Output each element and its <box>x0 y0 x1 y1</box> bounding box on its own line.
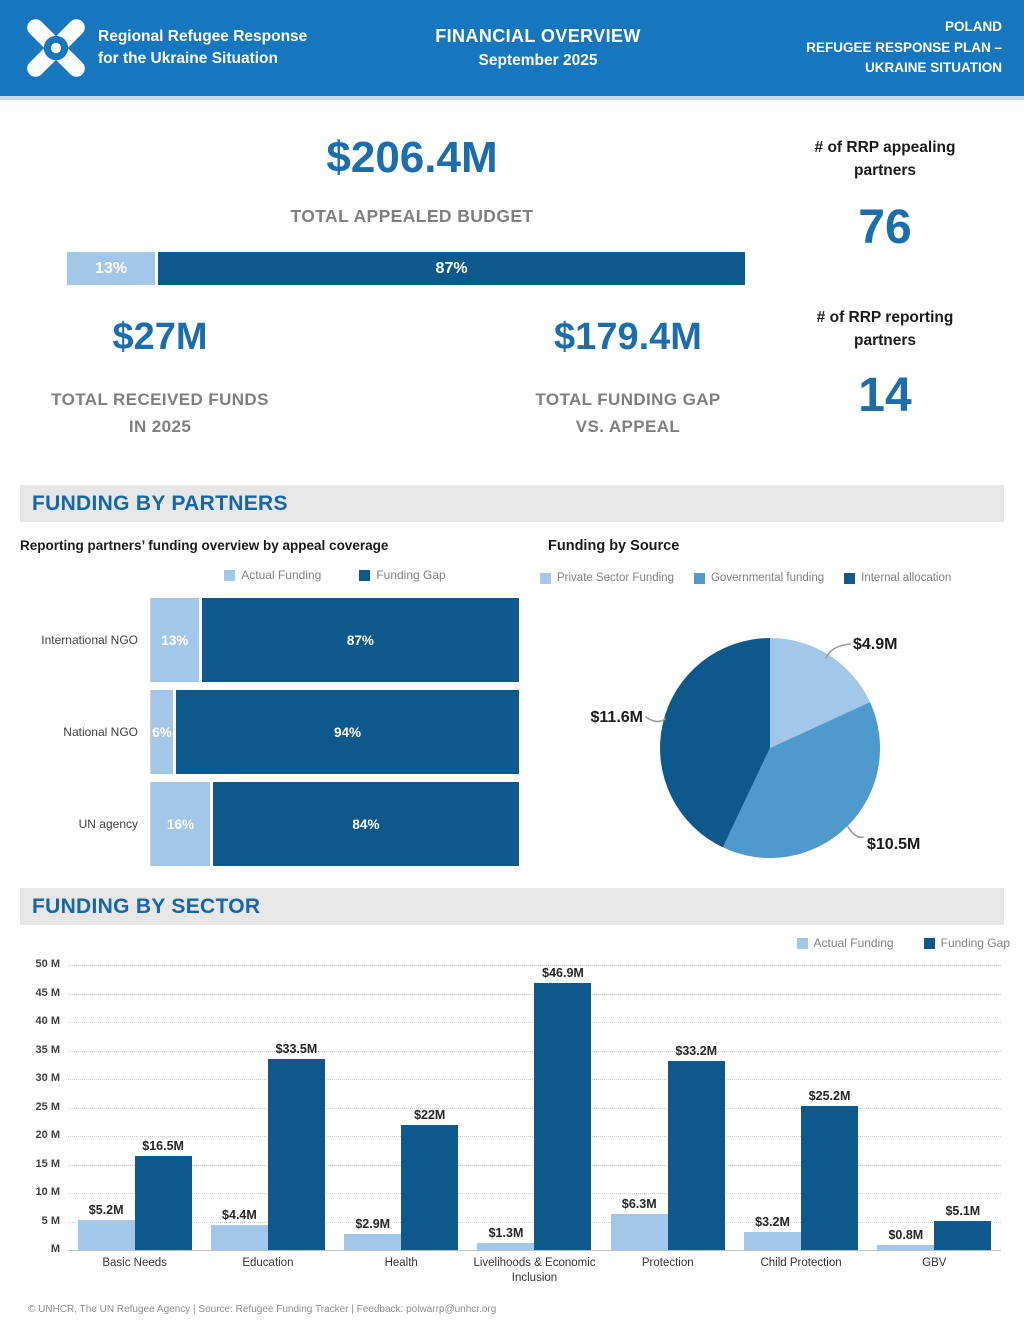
partners-legend <box>140 568 530 582</box>
partner-gap-segment <box>213 782 519 866</box>
sector-plot <box>68 965 1001 1250</box>
sector-category-label: Education <box>242 1257 294 1269</box>
sector-bar <box>401 1125 458 1250</box>
legend-item-actual-funding <box>224 568 321 582</box>
sector-bar-group <box>734 1089 867 1250</box>
page-title: FINANCIAL OVERVIEW <box>435 26 641 46</box>
funding-gap-label-line2: VS. APPEAL <box>575 417 681 437</box>
sector-bar-wrap <box>401 1108 458 1250</box>
private-sector-swatch-icon <box>540 573 551 584</box>
funding-gap-label-line1: TOTAL FUNDING GAP <box>535 390 721 409</box>
funding-by-sector-chart <box>18 958 1006 1293</box>
partner-actual-pct: 13% <box>161 632 189 648</box>
reporting-partners-count: 14 <box>858 369 912 422</box>
legend-item-funding-gap <box>359 568 445 582</box>
sector-bar-value-label: $46.9M <box>542 965 584 980</box>
sector-bar-wrap <box>668 1044 725 1250</box>
funding-by-source-pie <box>545 618 1015 876</box>
partner-category-label: International NGO <box>41 633 138 647</box>
sector-bar-group <box>601 1044 734 1250</box>
appealing-partners-label-line1: # of RRP appealing <box>814 139 956 156</box>
sector-bar-group <box>868 1204 1001 1250</box>
sector-bar-wrap <box>801 1089 858 1250</box>
reporting-partners-label <box>775 306 995 353</box>
y-axis-tick: 40 M <box>35 1015 60 1027</box>
sector-bar-value-label: $5.1M <box>945 1203 981 1218</box>
funding-gap-value: $179.4M <box>554 316 702 358</box>
partner-bar <box>150 690 519 774</box>
sector-bar <box>135 1156 192 1250</box>
pie-leader-line <box>848 827 863 837</box>
sector-bar <box>477 1243 534 1250</box>
header-center <box>354 26 722 70</box>
partner-actual-pct: 6% <box>152 724 172 740</box>
sector-category-label: Livelihoods & Economic Inclusion <box>473 1257 596 1284</box>
partner-gap-segment <box>176 690 519 774</box>
sector-bar <box>877 1245 934 1250</box>
sector-bar-value-label: $25.2M <box>808 1089 851 1104</box>
sector-bar <box>211 1225 268 1250</box>
sector-category-label: Basic Needs <box>102 1257 167 1269</box>
funding-gap-label <box>478 386 778 440</box>
logo-text-line2: for the Ukraine Situation <box>98 50 278 67</box>
source-pie-wedges <box>660 638 880 858</box>
governmental-swatch-icon <box>694 573 705 584</box>
sector-bar <box>934 1221 991 1250</box>
legend-label: Actual Funding <box>813 936 894 950</box>
header-right <box>722 17 1002 80</box>
y-axis-tick: 10 M <box>35 1186 60 1198</box>
sector-bar-group <box>201 1042 334 1250</box>
appeal-actual-pct: 13% <box>95 259 128 277</box>
sector-bar-wrap <box>344 1217 401 1251</box>
header-bar <box>0 0 1024 100</box>
country-label: POLAND <box>945 18 1002 34</box>
sector-category-label: GBV <box>922 1257 947 1269</box>
partners-chart-title: Reporting partners’ funding overview by appeal coverage <box>20 538 389 553</box>
appealing-partners-label-line2: partners <box>853 162 917 180</box>
total-appealed-value: $206.4M <box>326 133 498 182</box>
sector-category-label: Child Protection <box>760 1257 842 1269</box>
actual-funding-swatch-icon <box>224 570 235 581</box>
y-axis-tick: 20 M <box>35 1129 60 1141</box>
sector-bar-value-label: $33.2M <box>675 1043 718 1058</box>
legend-item-governmental <box>694 572 824 584</box>
legend-label: Funding Gap <box>376 568 446 582</box>
sector-bar-group <box>335 1108 468 1250</box>
sector-category-label: Health <box>384 1257 418 1269</box>
legend-item-funding-gap <box>924 936 1010 950</box>
funding-by-sector-title: FUNDING BY SECTOR <box>32 894 261 918</box>
sector-bar-wrap <box>611 1197 668 1250</box>
partner-category-label: National NGO <box>63 725 138 739</box>
appeal-bar-actual <box>67 252 155 285</box>
y-axis-tick: 5 M <box>41 1214 60 1227</box>
partner-category-label: UN agency <box>78 817 138 831</box>
plan-label-line2: UKRAINE SITUATION <box>865 60 1002 76</box>
sector-bar-value-label: $22M <box>414 1107 446 1122</box>
sector-bar <box>344 1234 401 1251</box>
pie-label-internal-allocation: $11.6M <box>590 709 643 726</box>
sector-bar-value-label: $5.2M <box>88 1203 124 1218</box>
sector-bar <box>268 1059 325 1250</box>
gridline <box>68 1250 1001 1251</box>
received-funds-label-line2: IN 2025 <box>128 417 192 437</box>
logo-text <box>98 26 307 71</box>
funding-gap-swatch-icon <box>359 570 370 581</box>
legend-label: Actual Funding <box>241 568 322 582</box>
sector-bar <box>668 1061 725 1250</box>
sector-bar-value-label: $0.8M <box>888 1228 924 1243</box>
partner-bar <box>150 782 519 866</box>
appealing-partners-label <box>775 136 995 183</box>
logo <box>24 16 354 80</box>
y-axis-tick: 35 M <box>35 1043 60 1056</box>
sector-bar <box>611 1214 668 1250</box>
pie-label-governmental: $10.5M <box>867 836 921 853</box>
partner-gap-pct: 87% <box>346 632 374 648</box>
sector-bar-group <box>68 1139 201 1250</box>
source-chart-title: Funding by Source <box>548 538 680 554</box>
partner-bar <box>150 598 519 682</box>
sector-bar-wrap <box>534 966 591 1250</box>
sector-bar-wrap <box>934 1204 991 1250</box>
partner-row <box>20 598 520 682</box>
sector-category-labels <box>68 1256 1001 1286</box>
partner-actual-segment <box>151 782 210 866</box>
legend-item-private-sector <box>540 572 674 584</box>
sector-bar-group <box>468 966 601 1250</box>
pie-label-private-sector: $4.9M <box>853 636 898 653</box>
y-axis-tick: 45 M <box>35 986 60 999</box>
sector-bar-wrap <box>78 1203 135 1250</box>
funding-by-partners-band <box>20 485 1004 522</box>
y-axis-tick: 15 M <box>35 1157 60 1170</box>
legend-label: Funding Gap <box>940 936 1010 950</box>
sector-category-label: Protection <box>641 1257 694 1269</box>
legend-item-actual-funding <box>797 936 894 950</box>
sector-bar-value-label: $3.2M <box>755 1214 790 1229</box>
partner-gap-pct: 84% <box>352 816 380 832</box>
legend-label: Governmental funding <box>710 572 825 584</box>
internal-allocation-swatch-icon <box>844 573 855 584</box>
reporting-partners-label-line2: partners <box>853 332 917 350</box>
plan-label-line1: REFUGEE RESPONSE PLAN – <box>806 39 1002 55</box>
sector-bar-value-label: $33.5M <box>275 1042 318 1056</box>
partner-gap-segment <box>202 598 519 682</box>
y-axis-tick: M <box>50 1243 60 1255</box>
received-funds-label <box>0 386 320 440</box>
page-subtitle: September 2025 <box>478 52 598 69</box>
funding-by-partners-title: FUNDING BY PARTNERS <box>32 491 288 515</box>
sector-bar <box>744 1232 801 1250</box>
received-funds-value: $27M <box>112 316 208 358</box>
partner-row <box>20 690 520 774</box>
source-legend <box>540 572 1024 584</box>
sector-bar-value-label: $16.5M <box>142 1139 184 1153</box>
partner-actual-segment <box>151 690 173 774</box>
rrp-logo-icon <box>24 16 88 80</box>
logo-text-line1: Regional Refugee Response <box>98 27 308 45</box>
sector-bar-value-label: $4.4M <box>222 1207 257 1222</box>
partner-actual-pct: 16% <box>166 816 194 832</box>
sector-bar-wrap <box>477 1226 534 1250</box>
sector-bar-wrap <box>211 1208 268 1250</box>
sector-bar-value-label: $2.9M <box>355 1216 391 1231</box>
total-appealed-label: TOTAL APPEALED BUDGET <box>290 206 534 226</box>
pie-leader-line <box>646 717 665 722</box>
appeal-bar-gap <box>158 252 745 285</box>
sector-bar-wrap <box>135 1139 192 1250</box>
legend-item-internal-allocation <box>844 572 951 584</box>
sector-bar <box>801 1106 858 1250</box>
appeal-gap-pct: 87% <box>435 259 468 277</box>
sector-bar <box>78 1220 135 1250</box>
actual-funding-swatch-icon <box>797 938 808 949</box>
sector-bar-wrap <box>268 1042 325 1250</box>
partner-gap-pct: 94% <box>334 724 362 740</box>
footer-text: © UNHCR, The UN Refugee Agency | Source: Refugee Funding Tracker | Feedback: polwarrp@unhcr.org <box>28 1304 497 1315</box>
partner-row <box>20 782 520 866</box>
funding-by-sector-band <box>20 888 1004 925</box>
sector-legend <box>730 936 1010 950</box>
y-axis-tick: 50 M <box>35 958 60 970</box>
appealing-partners-count: 76 <box>858 201 912 254</box>
y-axis-tick: 30 M <box>35 1072 60 1084</box>
legend-label: Internal allocation <box>861 572 952 584</box>
funding-gap-swatch-icon <box>924 938 935 949</box>
appeal-coverage-bar <box>67 252 745 285</box>
sector-bar <box>534 983 591 1250</box>
partner-actual-segment <box>151 598 199 682</box>
reporting-partners-label-line1: # of RRP reporting <box>816 309 954 326</box>
sector-bar-wrap <box>877 1228 934 1250</box>
partner-bars <box>20 594 520 869</box>
y-axis-tick: 25 M <box>35 1100 60 1113</box>
received-funds-label-line1: TOTAL RECEIVED FUNDS <box>51 390 269 409</box>
sector-bar-value-label: $6.3M <box>621 1197 657 1212</box>
legend-label: Private Sector Funding <box>557 572 674 584</box>
sector-bar-wrap <box>744 1215 801 1250</box>
sector-bar-value-label: $1.3M <box>488 1225 524 1240</box>
